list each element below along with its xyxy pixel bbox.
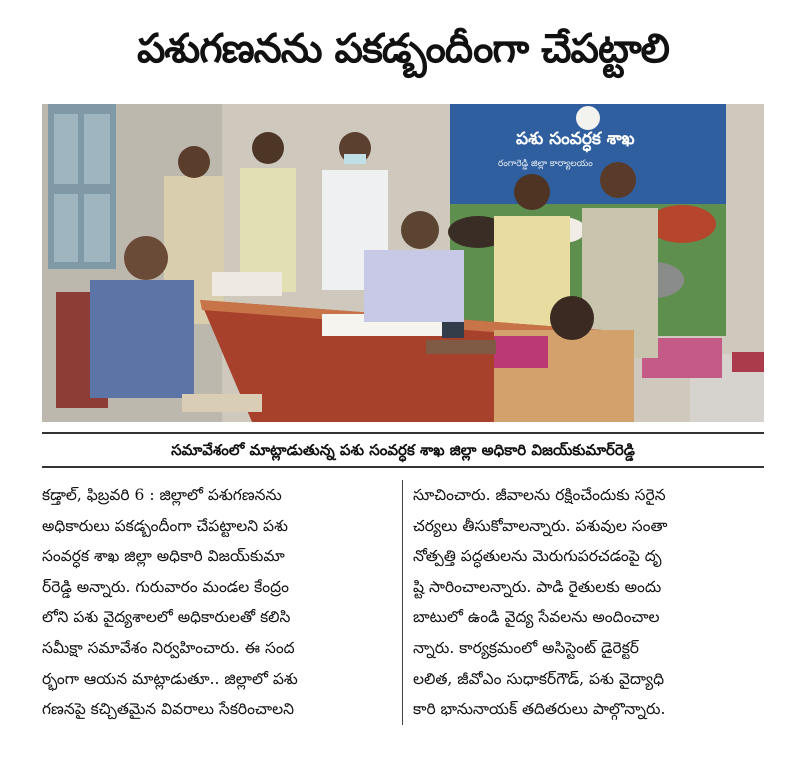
paragraph-line: న్నారు. కార్యక్రమంలో అసిస్టెంట్ డైరెక్టర్ xyxy=(413,638,639,657)
photo-caption: సమావేశంలో మాట్లాడుతున్న పశు సంవర్ధక శాఖ జిల్లా అధికారి విజయ్‌కుమార్‌రెడ్డి xyxy=(42,432,764,468)
emblem-icon xyxy=(576,106,600,130)
paragraph-line: కడ్తాల్, ఫిబ్రవరి 6 : జిల్లాలో పశుగణనను xyxy=(42,486,282,504)
photo-illustration xyxy=(42,104,764,422)
paragraph-line: సూచించారు. జీవాలను రక్షించేందుకు సరైన xyxy=(413,486,666,504)
article-column-1 xyxy=(42,480,392,725)
paragraph-line: అధికారులు పకడ్బందీంగా చేపట్టాలని పశు xyxy=(42,516,288,535)
column-divider xyxy=(402,480,403,725)
paragraph-line: సమీక్షా సమావేశం నిర్వహించారు. ఈ సంద xyxy=(42,638,295,657)
paragraph-line: ర్భంగా ఆయన మాట్లాడుతూ.. జిల్లాలో పశు xyxy=(42,669,298,688)
news-photo xyxy=(42,104,764,422)
paragraph-line: సంవర్ధక శాఖ జిల్లా అధికారి విజయ్‌కుమా xyxy=(42,547,285,566)
headline: పశుగణనను పకడ్బందీంగా చేపట్టాలి xyxy=(136,26,669,72)
paragraph-line: లోని పశు వైద్యశాలలో అధికారులతో కలిసి xyxy=(42,608,291,627)
article-body xyxy=(42,480,764,725)
files-stack xyxy=(212,272,282,296)
paragraph-line: బాటులో ఉండి వైద్య సేవలను అందించాల xyxy=(413,608,660,627)
article-column-2 xyxy=(413,480,763,725)
paragraph-line: కారి భానునాయక్ తదితరులు పాల్గొన్నారు. xyxy=(413,700,666,719)
paragraph-line: చర్యలు తీసుకోవాలన్నారు. పశువుల సంతా xyxy=(413,516,668,535)
paragraph-line: గణనపై కచ్చితమైన వివరాలు సేకరించాలని xyxy=(42,700,294,719)
banner-title: పశు సంవర్ధక శాఖ xyxy=(516,129,635,149)
paragraph-line: ర్‌రెడ్డి అన్నారు. గురువారం మండల కేంద్రం xyxy=(42,577,289,596)
cow-icon xyxy=(648,205,716,243)
banner-subtitle: రంగారెడ్డి జిల్లా కార్యాలయం xyxy=(498,159,593,169)
paragraph-line: ష్టి సారించాలన్నారు. పాడి రైతులకు అందు xyxy=(413,577,662,596)
paragraph-line: లలిత, జీవోఎం సుధాకర్‌గౌడ్, పశు వైద్యాధి xyxy=(413,669,665,688)
paragraph-line: నోత్పత్తి పద్ధతులను మెరుగుపరచడంపై దృ xyxy=(413,547,662,566)
